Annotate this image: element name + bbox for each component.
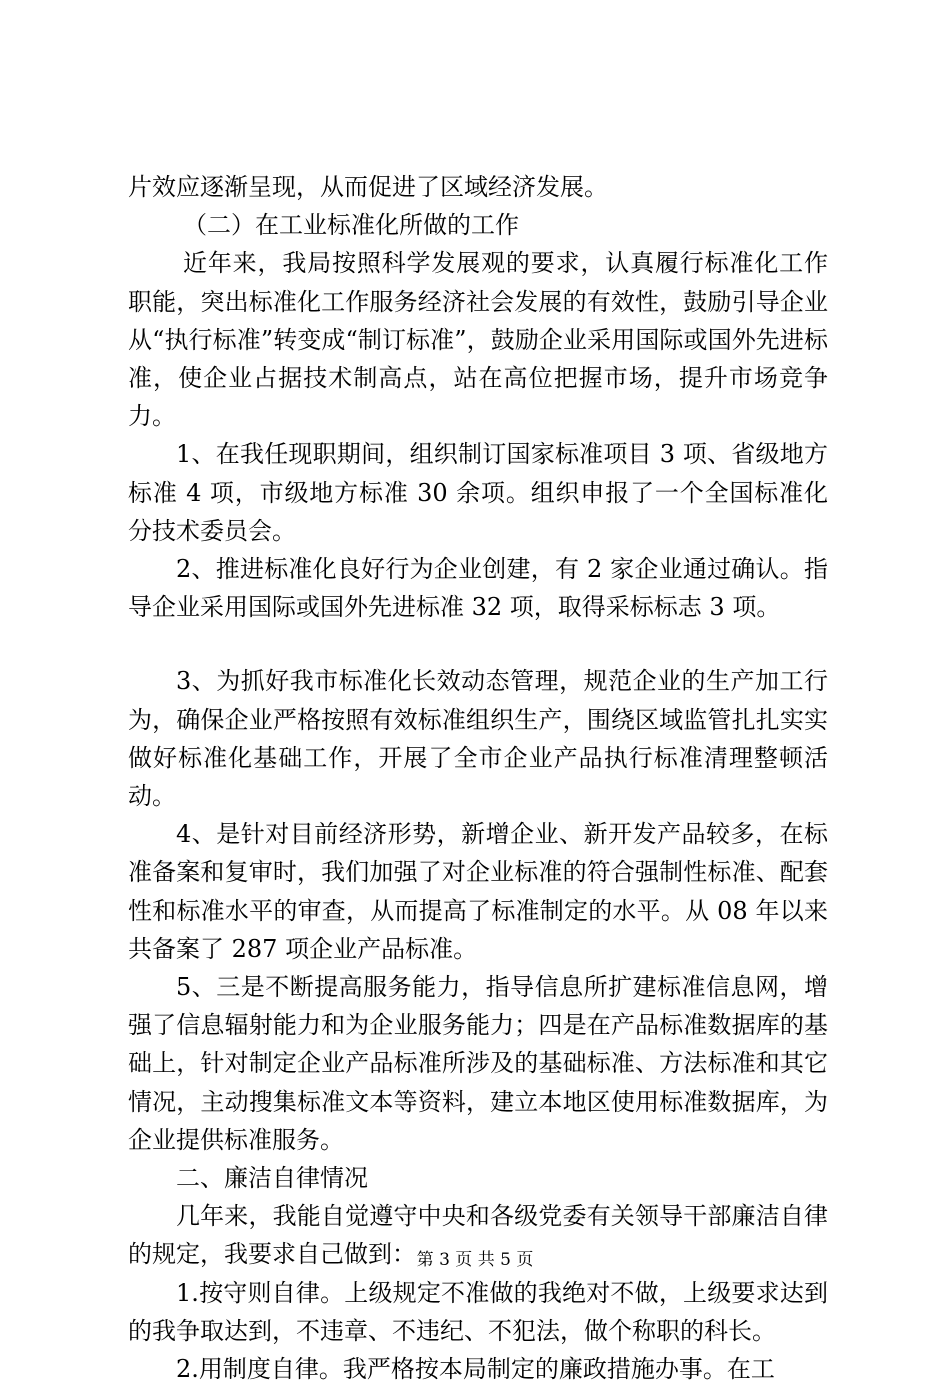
paragraph-item-3: 3、为抓好我市标准化长效动态管理，规范企业的生产加工行为，确保企业严格按照有效标准组织生产，围绕区域监管扎扎实实做好标准化基础工作，开展了全市企业产品执行标准清理整顿活动。 (128, 667, 828, 811)
paragraph-intro: 近年来，我局按照科学发展观的要求，认真履行标准化工作职能，突出标准化工作服务经济社会发展的有效性，鼓励引导企业从“执行标准”转变成“制订标准”，鼓励企业采用国际或国外先进标准，使企业占据技术制高点，站在高位把握市场，提升市场竞争力。 (128, 249, 828, 431)
section-heading-industrial-standardization: （二）在工业标准化所做的工作 (183, 211, 519, 240)
paragraph-integrity-item-1: 1.按守则自律。上级规定不准做的我绝对不做，上级要求达到的我争取达到，不违章、不违纪、不犯法，做个称职的科长。 (128, 1278, 828, 1345)
page-footer: 第 3 页 共 5 页 (416, 1250, 534, 1270)
paragraph-continuation: 片效应逐渐呈现，从而促进了区域经济发展。 (128, 173, 608, 201)
section-heading-integrity: 二、廉洁自律情况 (176, 1164, 368, 1193)
paragraph-integrity-intro: 几年来，我能自觉遵守中央和各级党委有关领导干部廉洁自律的规定，我要求自己做到： (128, 1202, 828, 1269)
paragraph-item-4: 4、是针对目前经济形势，新增企业、新开发产品较多，在标准备案和复审时，我们加强了对企业标准的符合强制性标准、配套性和标准水平的审查，从而提高了标准制定的水平。从 08 年以来共备案了 287 项企业产品标准。 (128, 820, 828, 963)
paragraph-item-5: 5、三是不断提高服务能力，指导信息所扩建标准信息网，增强了信息辐射能力和为企业服务能力；四是在产品标准数据库的基础上，针对制定企业产品标准所涉及的基础标准、方法标准和其它情况，主动搜集标准文本等资料，建立本地区使用标准数据库，为企业提供标准服务。 (128, 973, 828, 1154)
paragraph-integrity-item-2: 2.用制度自律。我严格按本局制定的廉政措施办事。在工 (176, 1355, 775, 1384)
paragraph-item-2: 2、推进标准化良好行为企业创建，有 2 家企业通过确认。指导企业采用国际或国外先进标准 32 项，取得采标标志 3 项。 (128, 555, 828, 622)
paragraph-item-1: 1、在我任现职期间，组织制订国家标准项目 3 项、省级地方标准 4 项，市级地方标准 30 余项。组织申报了一个全国标准化分技术委员会。 (128, 440, 828, 545)
document-body (128, 168, 828, 1388)
